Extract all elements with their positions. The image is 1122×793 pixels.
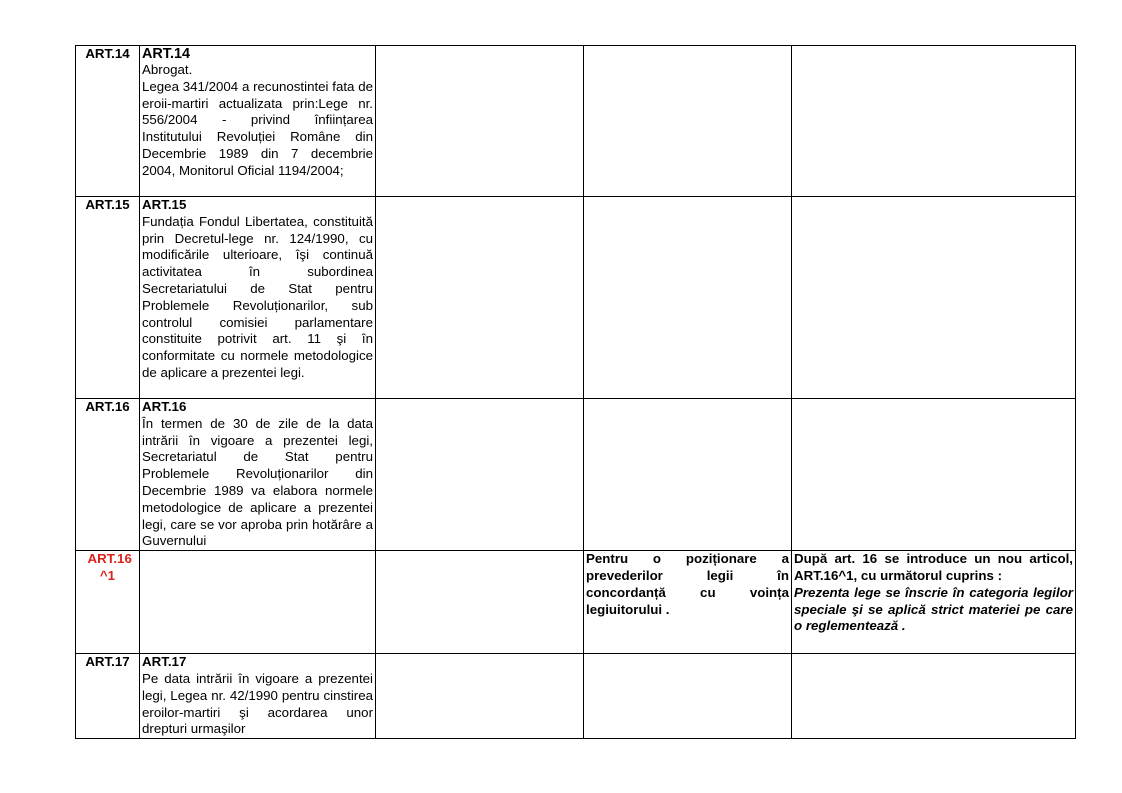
article-title: ART.15 — [142, 197, 187, 212]
article-body: Abrogat. Legea 341/2004 a recunostintei fata de eroii-martiri actualizata prin:Lege nr. 556/2004 - privind înființarea Institutului Revoluției Române din Decembrie 1989 din 7 decembrie 2004, Monitorul Oficial 1194/2004; — [142, 62, 373, 178]
table-row — [76, 654, 1076, 739]
empty-cell — [376, 654, 584, 739]
article-text-cell — [140, 551, 376, 654]
article-text-cell — [140, 46, 376, 197]
article-title: ART.16 — [142, 399, 187, 414]
table-row — [76, 46, 1076, 197]
article-number-label: ART.16 ^1 — [87, 551, 132, 583]
table-row — [76, 399, 1076, 551]
proposal-text: După art. 16 se introduce un nou articol, ART.16^1, cu următorul cuprins : — [794, 551, 1073, 583]
article-title: ART.14 — [142, 46, 190, 62]
amendments-table — [75, 45, 1076, 739]
article-text-cell — [140, 399, 376, 551]
article-text-cell — [140, 197, 376, 399]
empty-cell — [376, 399, 584, 551]
empty-cell — [584, 654, 792, 739]
article-title: ART.17 — [142, 654, 187, 670]
empty-cell — [584, 399, 792, 551]
empty-cell — [376, 551, 584, 654]
empty-cell — [584, 197, 792, 399]
proposal-cell — [792, 551, 1076, 654]
article-number: ART.17 — [76, 654, 140, 739]
article-number: ART.15 — [76, 197, 140, 399]
article-number: ART.14 — [76, 46, 140, 197]
empty-cell — [792, 654, 1076, 739]
empty-cell — [792, 46, 1076, 197]
empty-cell — [584, 46, 792, 197]
empty-cell — [792, 399, 1076, 551]
article-body: În termen de 30 de zile de la data intrării în vigoare a prezentei legi, Secretariatul de Stat pentru Problemele Revoluționarilor din Decembrie 1989 va elabora normele metodologice de aplicare a prezentei legi, care se vor aproba prin hotărâre a Guvernului — [142, 415, 373, 549]
article-text-cell — [140, 654, 376, 739]
empty-cell — [376, 46, 584, 197]
table-row — [76, 551, 1076, 654]
empty-cell — [792, 197, 1076, 399]
article-body: Pe data intrării în vigoare a prezentei legi, Legea nr. 42/1990 pentru cinstirea eroilor-martiri şi acordarea unor drepturi urmaşilor — [142, 670, 373, 737]
table-row — [76, 197, 1076, 399]
motivation-cell: Pentru o poziționare a prevederilor legii în concordanță cu voința legiuitorului . — [584, 551, 792, 654]
empty-cell — [376, 197, 584, 399]
article-body: Fundația Fondul Libertatea, constituită prin Decretul-lege nr. 124/1990, cu modificările ulterioare, îşi continuă activitatea în subordinea Secretariatului de Stat pentru Problemele Revoluționarilor, sub controlul comisiei parlamentare constituite potrivit art. 11 şi în conformitate cu normele metodologice de aplicare a prezentei legi. — [142, 213, 373, 380]
proposal-new-article-text: Prezenta lege se înscrie în categoria legilor speciale şi se aplică strict materiei pe care o reglementează . — [794, 584, 1073, 634]
article-number-new — [76, 551, 140, 654]
article-number: ART.16 — [76, 399, 140, 551]
